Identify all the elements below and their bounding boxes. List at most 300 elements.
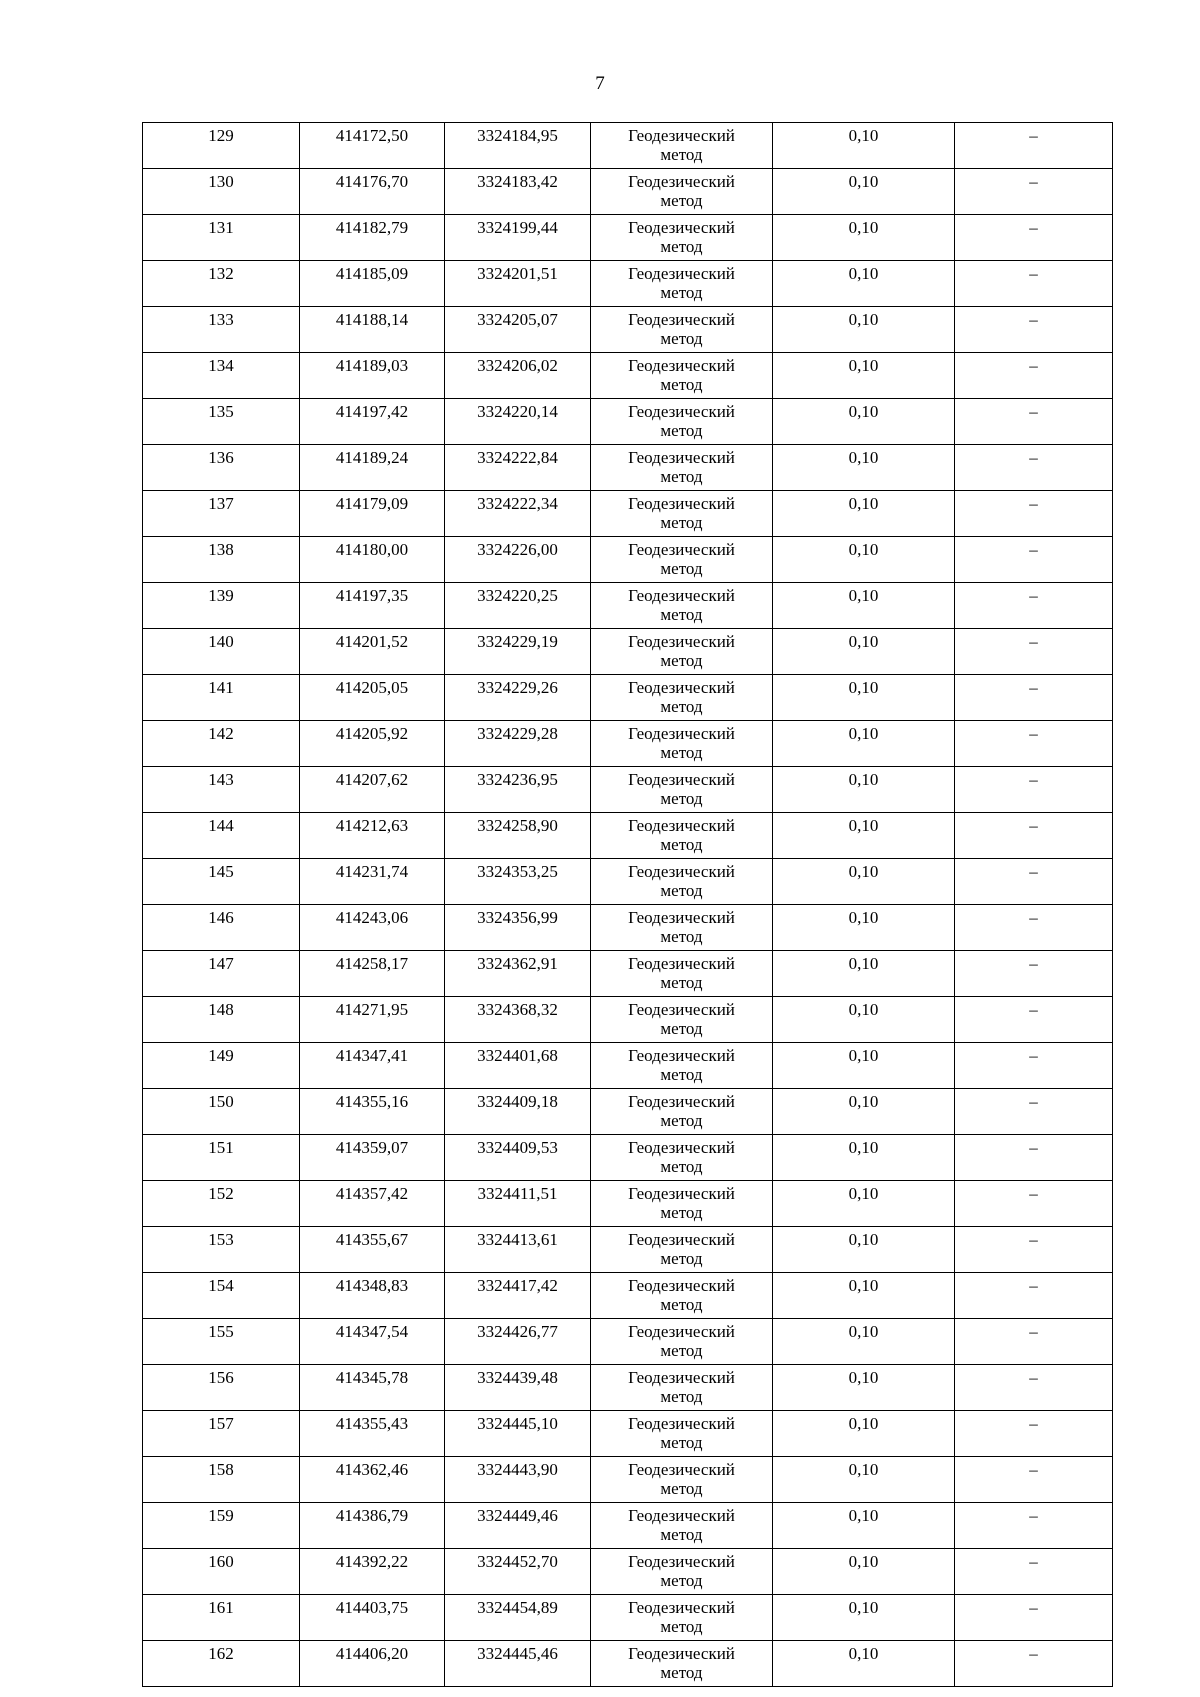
point-number-cell: 135	[143, 399, 300, 445]
y-coordinate-cell: 3324183,42	[445, 169, 591, 215]
point-number-cell: 151	[143, 1135, 300, 1181]
method-line-1: Геодезический	[628, 1138, 735, 1157]
description-cell: –	[955, 169, 1113, 215]
point-number-cell: 162	[143, 1641, 300, 1687]
table-row	[143, 675, 1113, 721]
method-line-1: Геодезический	[628, 1414, 735, 1433]
precision-cell: 0,10	[773, 1595, 955, 1641]
table-body	[143, 123, 1113, 1687]
description-cell: –	[955, 583, 1113, 629]
x-coordinate-cell: 414188,14	[300, 307, 445, 353]
point-number-cell: 133	[143, 307, 300, 353]
table-row	[143, 951, 1113, 997]
y-coordinate-cell: 3324443,90	[445, 1457, 591, 1503]
method-line-2: метод	[660, 881, 703, 900]
x-coordinate-cell: 414355,16	[300, 1089, 445, 1135]
method-cell	[591, 675, 773, 721]
precision-cell: 0,10	[773, 537, 955, 583]
method-line-1: Геодезический	[628, 448, 735, 467]
description-cell: –	[955, 1181, 1113, 1227]
method-line-2: метод	[660, 927, 703, 946]
method-line-2: метод	[660, 1203, 703, 1222]
precision-cell: 0,10	[773, 1181, 955, 1227]
y-coordinate-cell: 3324356,99	[445, 905, 591, 951]
x-coordinate-cell: 414406,20	[300, 1641, 445, 1687]
point-number-cell: 152	[143, 1181, 300, 1227]
method-cell	[591, 1595, 773, 1641]
method-line-1: Геодезический	[628, 632, 735, 651]
y-coordinate-cell: 3324411,51	[445, 1181, 591, 1227]
method-line-2: метод	[660, 513, 703, 532]
method-line-1: Геодезический	[628, 218, 735, 237]
table-row	[143, 1411, 1113, 1457]
x-coordinate-cell: 414189,03	[300, 353, 445, 399]
precision-cell: 0,10	[773, 629, 955, 675]
y-coordinate-cell: 3324353,25	[445, 859, 591, 905]
y-coordinate-cell: 3324401,68	[445, 1043, 591, 1089]
description-cell: –	[955, 1135, 1113, 1181]
point-number-cell: 139	[143, 583, 300, 629]
method-line-1: Геодезический	[628, 1046, 735, 1065]
y-coordinate-cell: 3324409,18	[445, 1089, 591, 1135]
y-coordinate-cell: 3324206,02	[445, 353, 591, 399]
description-cell: –	[955, 813, 1113, 859]
point-number-cell: 142	[143, 721, 300, 767]
method-line-2: метод	[660, 283, 703, 302]
y-coordinate-cell: 3324222,34	[445, 491, 591, 537]
y-coordinate-cell: 3324205,07	[445, 307, 591, 353]
table-row	[143, 1641, 1113, 1687]
precision-cell: 0,10	[773, 1089, 955, 1135]
x-coordinate-cell: 414345,78	[300, 1365, 445, 1411]
table-row	[143, 1595, 1113, 1641]
method-line-1: Геодезический	[628, 540, 735, 559]
method-line-1: Геодезический	[628, 954, 735, 973]
description-cell: –	[955, 1273, 1113, 1319]
method-cell	[591, 353, 773, 399]
method-cell	[591, 261, 773, 307]
y-coordinate-cell: 3324258,90	[445, 813, 591, 859]
method-line-2: метод	[660, 605, 703, 624]
precision-cell: 0,10	[773, 951, 955, 997]
method-line-2: метод	[660, 1387, 703, 1406]
method-line-2: метод	[660, 1525, 703, 1544]
method-line-1: Геодезический	[628, 356, 735, 375]
method-line-2: метод	[660, 697, 703, 716]
method-cell	[591, 629, 773, 675]
description-cell: –	[955, 951, 1113, 997]
method-line-2: метод	[660, 1341, 703, 1360]
method-line-2: метод	[660, 1019, 703, 1038]
precision-cell: 0,10	[773, 997, 955, 1043]
precision-cell: 0,10	[773, 1227, 955, 1273]
point-number-cell: 134	[143, 353, 300, 399]
method-cell	[591, 1043, 773, 1089]
table-row	[143, 997, 1113, 1043]
x-coordinate-cell: 414392,22	[300, 1549, 445, 1595]
method-line-2: метод	[660, 145, 703, 164]
y-coordinate-cell: 3324426,77	[445, 1319, 591, 1365]
precision-cell: 0,10	[773, 169, 955, 215]
method-line-1: Геодезический	[628, 494, 735, 513]
method-cell	[591, 1227, 773, 1273]
y-coordinate-cell: 3324454,89	[445, 1595, 591, 1641]
table-row	[143, 1457, 1113, 1503]
y-coordinate-cell: 3324413,61	[445, 1227, 591, 1273]
description-cell: –	[955, 307, 1113, 353]
method-cell	[591, 1319, 773, 1365]
y-coordinate-cell: 3324368,32	[445, 997, 591, 1043]
method-line-2: метод	[660, 651, 703, 670]
point-number-cell: 132	[143, 261, 300, 307]
x-coordinate-cell: 414197,35	[300, 583, 445, 629]
method-line-1: Геодезический	[628, 1000, 735, 1019]
precision-cell: 0,10	[773, 1273, 955, 1319]
description-cell: –	[955, 1319, 1113, 1365]
point-number-cell: 129	[143, 123, 300, 169]
table-row	[143, 721, 1113, 767]
y-coordinate-cell: 3324226,00	[445, 537, 591, 583]
method-line-1: Геодезический	[628, 1230, 735, 1249]
description-cell: –	[955, 1089, 1113, 1135]
method-cell	[591, 905, 773, 951]
point-number-cell: 153	[143, 1227, 300, 1273]
method-line-1: Геодезический	[628, 1276, 735, 1295]
method-line-1: Геодезический	[628, 770, 735, 789]
method-line-1: Геодезический	[628, 1184, 735, 1203]
method-cell	[591, 169, 773, 215]
point-number-cell: 158	[143, 1457, 300, 1503]
point-number-cell: 148	[143, 997, 300, 1043]
method-line-2: метод	[660, 973, 703, 992]
description-cell: –	[955, 1503, 1113, 1549]
method-cell	[591, 445, 773, 491]
description-cell: –	[955, 1457, 1113, 1503]
table-row	[143, 905, 1113, 951]
x-coordinate-cell: 414179,09	[300, 491, 445, 537]
x-coordinate-cell: 414347,54	[300, 1319, 445, 1365]
method-line-2: метод	[660, 467, 703, 486]
method-line-1: Геодезический	[628, 264, 735, 283]
x-coordinate-cell: 414197,42	[300, 399, 445, 445]
method-cell	[591, 813, 773, 859]
method-line-2: метод	[660, 1433, 703, 1452]
x-coordinate-cell: 414357,42	[300, 1181, 445, 1227]
method-line-1: Геодезический	[628, 1506, 735, 1525]
method-cell	[591, 399, 773, 445]
method-cell	[591, 215, 773, 261]
method-line-2: метод	[660, 743, 703, 762]
method-cell	[591, 1273, 773, 1319]
method-line-2: метод	[660, 421, 703, 440]
y-coordinate-cell: 3324417,42	[445, 1273, 591, 1319]
precision-cell: 0,10	[773, 215, 955, 261]
table-row	[143, 445, 1113, 491]
table-row	[143, 767, 1113, 813]
description-cell: –	[955, 215, 1113, 261]
method-line-1: Геодезический	[628, 126, 735, 145]
precision-cell: 0,10	[773, 767, 955, 813]
description-cell: –	[955, 675, 1113, 721]
y-coordinate-cell: 3324445,46	[445, 1641, 591, 1687]
table-row	[143, 215, 1113, 261]
description-cell: –	[955, 1641, 1113, 1687]
method-line-2: метод	[660, 1295, 703, 1314]
method-line-2: метод	[660, 191, 703, 210]
description-cell: –	[955, 629, 1113, 675]
method-line-2: метод	[660, 789, 703, 808]
y-coordinate-cell: 3324236,95	[445, 767, 591, 813]
table-row	[143, 491, 1113, 537]
method-line-1: Геодезический	[628, 310, 735, 329]
y-coordinate-cell: 3324229,26	[445, 675, 591, 721]
method-line-2: метод	[660, 237, 703, 256]
table-row	[143, 1365, 1113, 1411]
table-row	[143, 1135, 1113, 1181]
point-number-cell: 131	[143, 215, 300, 261]
method-line-1: Геодезический	[628, 1092, 735, 1111]
method-line-1: Геодезический	[628, 586, 735, 605]
x-coordinate-cell: 414205,05	[300, 675, 445, 721]
description-cell: –	[955, 537, 1113, 583]
description-cell: –	[955, 997, 1113, 1043]
x-coordinate-cell: 414403,75	[300, 1595, 445, 1641]
table-row	[143, 307, 1113, 353]
x-coordinate-cell: 414258,17	[300, 951, 445, 997]
method-cell	[591, 767, 773, 813]
precision-cell: 0,10	[773, 1319, 955, 1365]
precision-cell: 0,10	[773, 353, 955, 399]
description-cell: –	[955, 1549, 1113, 1595]
precision-cell: 0,10	[773, 1135, 955, 1181]
precision-cell: 0,10	[773, 307, 955, 353]
table-row	[143, 859, 1113, 905]
precision-cell: 0,10	[773, 1549, 955, 1595]
point-number-cell: 138	[143, 537, 300, 583]
table-row	[143, 629, 1113, 675]
method-cell	[591, 721, 773, 767]
method-line-1: Геодезический	[628, 908, 735, 927]
table-row	[143, 1181, 1113, 1227]
description-cell: –	[955, 905, 1113, 951]
method-cell	[591, 1411, 773, 1457]
table-row	[143, 261, 1113, 307]
method-line-2: метод	[660, 1249, 703, 1268]
x-coordinate-cell: 414355,67	[300, 1227, 445, 1273]
method-line-1: Геодезический	[628, 724, 735, 743]
precision-cell: 0,10	[773, 445, 955, 491]
method-cell	[591, 583, 773, 629]
point-number-cell: 155	[143, 1319, 300, 1365]
point-number-cell: 147	[143, 951, 300, 997]
precision-cell: 0,10	[773, 1365, 955, 1411]
method-cell	[591, 1089, 773, 1135]
description-cell: –	[955, 1411, 1113, 1457]
description-cell: –	[955, 1365, 1113, 1411]
precision-cell: 0,10	[773, 1641, 955, 1687]
point-number-cell: 130	[143, 169, 300, 215]
point-number-cell: 136	[143, 445, 300, 491]
precision-cell: 0,10	[773, 583, 955, 629]
table-row	[143, 1503, 1113, 1549]
method-line-2: метод	[660, 1111, 703, 1130]
method-cell	[591, 997, 773, 1043]
description-cell: –	[955, 123, 1113, 169]
y-coordinate-cell: 3324229,28	[445, 721, 591, 767]
x-coordinate-cell: 414185,09	[300, 261, 445, 307]
method-line-2: метод	[660, 329, 703, 348]
x-coordinate-cell: 414271,95	[300, 997, 445, 1043]
method-cell	[591, 1181, 773, 1227]
method-line-1: Геодезический	[628, 862, 735, 881]
precision-cell: 0,10	[773, 1457, 955, 1503]
table-row	[143, 583, 1113, 629]
method-line-2: метод	[660, 1617, 703, 1636]
table-row	[143, 1549, 1113, 1595]
y-coordinate-cell: 3324362,91	[445, 951, 591, 997]
x-coordinate-cell: 414176,70	[300, 169, 445, 215]
table-row	[143, 399, 1113, 445]
method-cell	[591, 951, 773, 997]
description-cell: –	[955, 1595, 1113, 1641]
table-row	[143, 1319, 1113, 1365]
precision-cell: 0,10	[773, 721, 955, 767]
description-cell: –	[955, 353, 1113, 399]
method-line-1: Геодезический	[628, 1552, 735, 1571]
method-cell	[591, 1503, 773, 1549]
x-coordinate-cell: 414362,46	[300, 1457, 445, 1503]
precision-cell: 0,10	[773, 123, 955, 169]
y-coordinate-cell: 3324449,46	[445, 1503, 591, 1549]
x-coordinate-cell: 414347,41	[300, 1043, 445, 1089]
method-line-2: метод	[660, 1065, 703, 1084]
method-line-1: Геодезический	[628, 1644, 735, 1663]
table-row	[143, 169, 1113, 215]
method-line-2: метод	[660, 1571, 703, 1590]
method-line-2: метод	[660, 559, 703, 578]
y-coordinate-cell: 3324445,10	[445, 1411, 591, 1457]
method-line-1: Геодезический	[628, 172, 735, 191]
y-coordinate-cell: 3324184,95	[445, 123, 591, 169]
y-coordinate-cell: 3324229,19	[445, 629, 591, 675]
y-coordinate-cell: 3324199,44	[445, 215, 591, 261]
table-row	[143, 1227, 1113, 1273]
point-number-cell: 140	[143, 629, 300, 675]
point-number-cell: 143	[143, 767, 300, 813]
precision-cell: 0,10	[773, 675, 955, 721]
point-number-cell: 146	[143, 905, 300, 951]
method-line-1: Геодезический	[628, 1598, 735, 1617]
x-coordinate-cell: 414201,52	[300, 629, 445, 675]
point-number-cell: 161	[143, 1595, 300, 1641]
method-cell	[591, 491, 773, 537]
method-cell	[591, 1549, 773, 1595]
description-cell: –	[955, 767, 1113, 813]
table-row	[143, 1043, 1113, 1089]
description-cell: –	[955, 1043, 1113, 1089]
y-coordinate-cell: 3324220,14	[445, 399, 591, 445]
x-coordinate-cell: 414189,24	[300, 445, 445, 491]
method-line-2: метод	[660, 1663, 703, 1682]
method-cell	[591, 307, 773, 353]
x-coordinate-cell: 414243,06	[300, 905, 445, 951]
y-coordinate-cell: 3324220,25	[445, 583, 591, 629]
method-cell	[591, 537, 773, 583]
description-cell: –	[955, 859, 1113, 905]
point-number-cell: 137	[143, 491, 300, 537]
point-number-cell: 149	[143, 1043, 300, 1089]
y-coordinate-cell: 3324452,70	[445, 1549, 591, 1595]
method-line-1: Геодезический	[628, 1368, 735, 1387]
precision-cell: 0,10	[773, 491, 955, 537]
method-line-2: метод	[660, 375, 703, 394]
x-coordinate-cell: 414180,00	[300, 537, 445, 583]
x-coordinate-cell: 414182,79	[300, 215, 445, 261]
precision-cell: 0,10	[773, 905, 955, 951]
method-line-1: Геодезический	[628, 816, 735, 835]
method-cell	[591, 1457, 773, 1503]
method-line-1: Геодезический	[628, 1322, 735, 1341]
point-number-cell: 159	[143, 1503, 300, 1549]
precision-cell: 0,10	[773, 1411, 955, 1457]
page-number: 7	[595, 73, 605, 94]
table-row	[143, 123, 1113, 169]
y-coordinate-cell: 3324222,84	[445, 445, 591, 491]
x-coordinate-cell: 414231,74	[300, 859, 445, 905]
table-row	[143, 813, 1113, 859]
method-line-2: метод	[660, 1157, 703, 1176]
method-line-1: Геодезический	[628, 678, 735, 697]
method-cell	[591, 1365, 773, 1411]
precision-cell: 0,10	[773, 1043, 955, 1089]
precision-cell: 0,10	[773, 859, 955, 905]
precision-cell: 0,10	[773, 813, 955, 859]
point-number-cell: 157	[143, 1411, 300, 1457]
y-coordinate-cell: 3324201,51	[445, 261, 591, 307]
point-number-cell: 156	[143, 1365, 300, 1411]
precision-cell: 0,10	[773, 1503, 955, 1549]
x-coordinate-cell: 414207,62	[300, 767, 445, 813]
method-cell	[591, 1135, 773, 1181]
x-coordinate-cell: 414359,07	[300, 1135, 445, 1181]
y-coordinate-cell: 3324439,48	[445, 1365, 591, 1411]
x-coordinate-cell: 414205,92	[300, 721, 445, 767]
point-number-cell: 141	[143, 675, 300, 721]
precision-cell: 0,10	[773, 261, 955, 307]
point-number-cell: 150	[143, 1089, 300, 1135]
description-cell: –	[955, 1227, 1113, 1273]
coordinates-table	[142, 122, 1113, 1687]
method-line-2: метод	[660, 1479, 703, 1498]
point-number-cell: 154	[143, 1273, 300, 1319]
point-number-cell: 144	[143, 813, 300, 859]
table-row	[143, 537, 1113, 583]
description-cell: –	[955, 445, 1113, 491]
table-row	[143, 353, 1113, 399]
x-coordinate-cell: 414355,43	[300, 1411, 445, 1457]
method-line-2: метод	[660, 835, 703, 854]
table-row	[143, 1273, 1113, 1319]
description-cell: –	[955, 491, 1113, 537]
x-coordinate-cell: 414212,63	[300, 813, 445, 859]
point-number-cell: 145	[143, 859, 300, 905]
description-cell: –	[955, 721, 1113, 767]
x-coordinate-cell: 414348,83	[300, 1273, 445, 1319]
description-cell: –	[955, 399, 1113, 445]
y-coordinate-cell: 3324409,53	[445, 1135, 591, 1181]
method-cell	[591, 1641, 773, 1687]
point-number-cell: 160	[143, 1549, 300, 1595]
